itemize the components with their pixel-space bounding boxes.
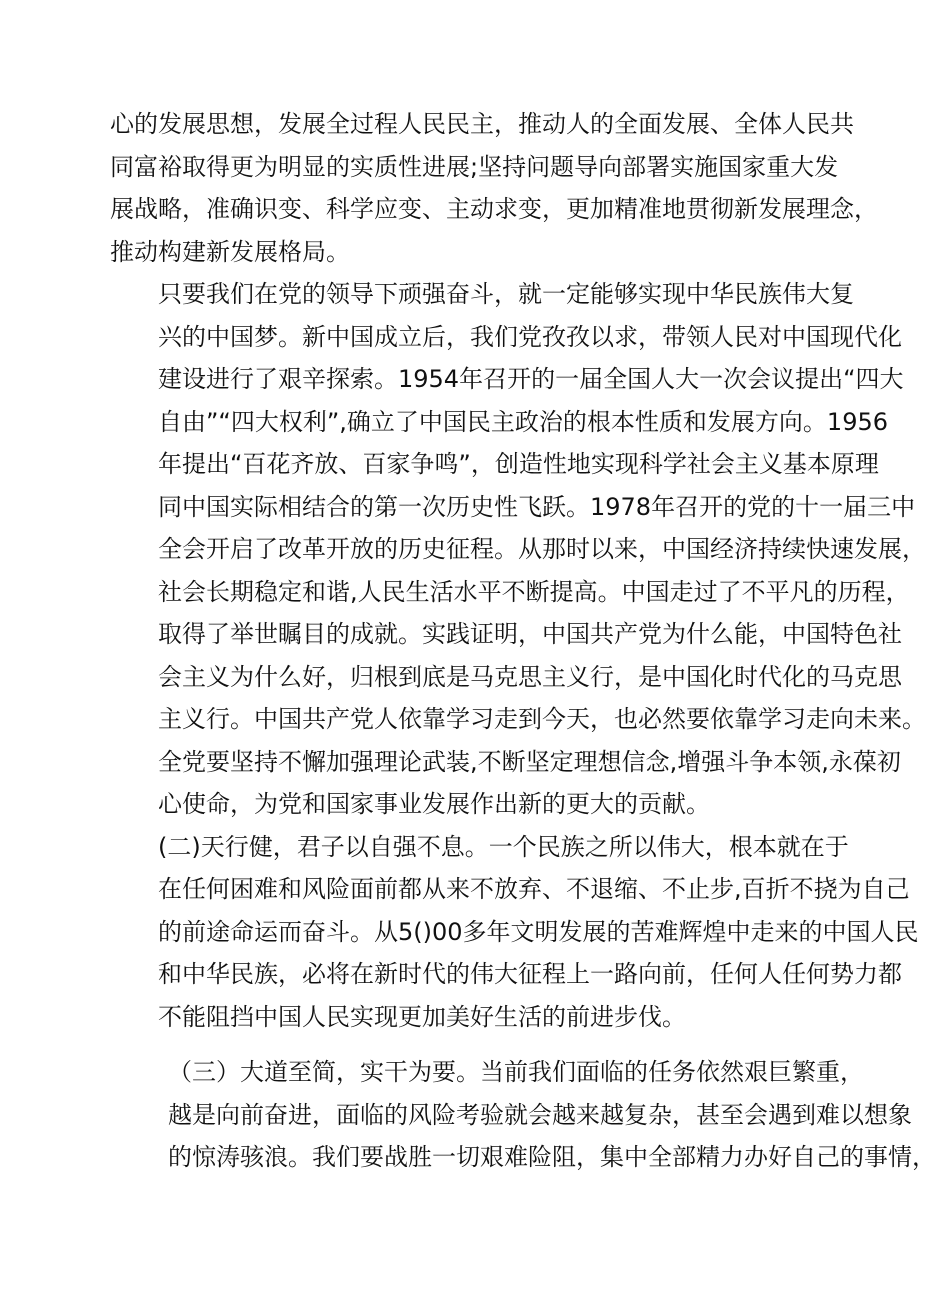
text-line: 心使命，为党和国家事业发展作出新的更大的贡献。 [158, 790, 710, 818]
text-line: 心的发展思想，发展全过程人民民主，推动人的全面发展、全体人民共 [110, 110, 854, 138]
text-line: 越是向前奋进，面临的风险考验就会越来越复杂，甚至会遇到难以想象 [168, 1100, 912, 1129]
text-line: 会主义为什么好，归根到底是马克思主义行，是中国化时代化的马克思 [158, 662, 902, 691]
text-line: 全会开启了改革开放的历史征程。从那时以来，中国经济持续快速发展， [158, 535, 926, 563]
text-line: 在任何困难和风险面前都从来不放弃、不退缩、不止步,百折不挠为自己 [158, 875, 910, 903]
text-line: 社会长期稳定和谐,人民生活水平不断提高。中国走过了不平凡的历程， [158, 577, 910, 606]
text-line: 只要我们在党的领导下顽强奋斗，就一定能够实现中华民族伟大复 [158, 280, 854, 308]
text-line: 同中国实际相结合的第一次历史性飞跃。1978年召开的党的十一届三中 [158, 492, 916, 521]
text-line: 兴的中国梦。新中国成立后，我们党孜孜以求，带领人民对中国现代化 [158, 322, 902, 351]
text-line: 同富裕取得更为明显的实质性进展;坚持问题导向部署实施国家重大发 [110, 152, 839, 181]
paragraph-chinese-dream [110, 273, 926, 826]
text-line: 推动构建新发展格局。 [110, 237, 350, 266]
text-line: (二)天行健，君子以自强不息。一个民族之所以伟大，根本就在于 [158, 832, 849, 861]
text-line: 的惊涛骇浪。我们要战胜一切艰难险阻，集中全部精力办好自己的事情， [168, 1143, 936, 1171]
text-line: 不能阻挡中国人民实现更加美好生活的前进步伐。 [158, 1002, 686, 1031]
text-line: 的前途命运而奋斗。从5()00多年文明发展的苦难辉煌中走来的中国人民 [158, 917, 919, 946]
text-line: 展战略，准确识变、科学应变、主动求变，更加精准地贯彻新发展理念， [110, 195, 878, 223]
text-line: 自由”“四大权利”,确立了中国民主政治的根本性质和发展方向。1956 [158, 407, 889, 436]
paragraph-section-three [110, 1051, 936, 1179]
text-line: 全党要坚持不懈加强理论武装,不断坚定理想信念,增强斗争本领,永葆初 [158, 747, 901, 776]
text-line: 取得了举世瞩目的成就。实践证明，中国共产党为什么能，中国特色社 [158, 620, 902, 648]
paragraph-development-thought [110, 103, 878, 273]
text-line: 年提出“百花齐放、百家争鸣”，创造性地实现科学社会主义基本原理 [158, 450, 879, 478]
text-line: 建设进行了艰辛探索。1954年召开的一届全国人大一次会议提出“四大 [158, 365, 904, 393]
text-line: （三）大道至简，实干为要。当前我们面临的任务依然艰巨繁重， [168, 1058, 864, 1086]
text-line: 主义行。中国共产党人依靠学习走到今天，也必然要依靠学习走向未来。 [158, 705, 926, 733]
paragraph-section-two [110, 826, 919, 1039]
text-line: 和中华民族，必将在新时代的伟大征程上一路向前，任何人任何势力都 [158, 960, 902, 988]
document-body [110, 103, 936, 1179]
